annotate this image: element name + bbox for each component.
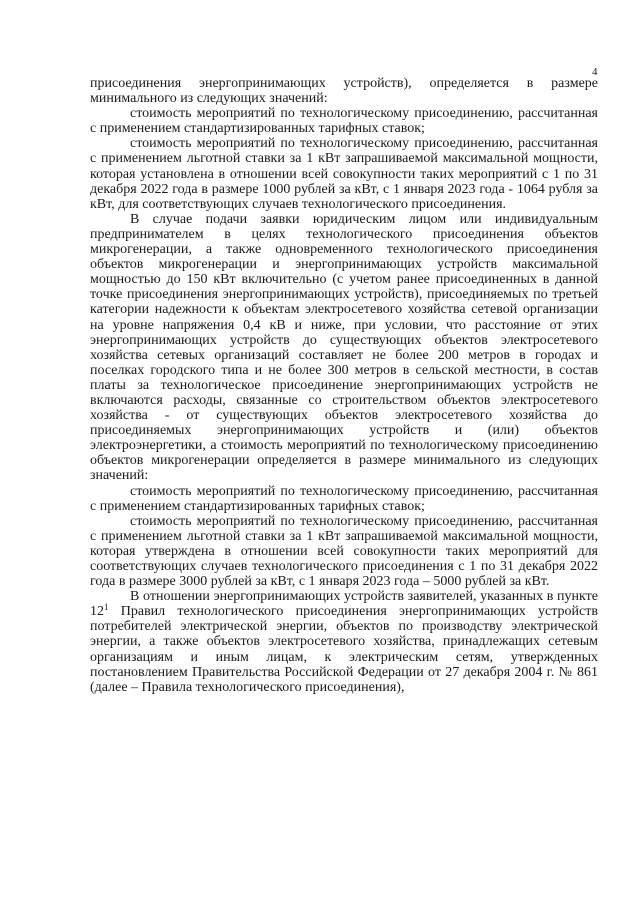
paragraph-rule-12-1-reference [90, 589, 598, 695]
paragraph-microgeneration-case: В случае подачи заявки юридическим лицом или индивидуальным предпринимателем в целях технологического присоединения объектов микрогенерации, а также одновременного технологического присоединения объектов микрогенерации и энергопринимающих устройств максимальной мощностью до 150 кВт включительно (с учетом ранее присоединенных в данной точке присоединения энергопринимающих устройств), присоединяемых по третьей категории надежности к объектам электросетевого хозяйства сетевой организации на уровне напряжения 0,4 кВ и ниже, при условии, что расстояние от этих энергопринимающих устройств до существующих объектов электросетевого хозяйства сетевых организаций составляет не более 200 метров в городах и поселках городского типа и не более 300 метров в сельской местности, в состав платы за технологическое присоединение энергопринимающих устройств не включаются расходы, связанные со строительством объектов электросетевого хозяйства - от существующих объектов электросетевого хозяйства до присоединяемых энергопринимающих устройств и (или) объектов электроэнергетики, а стоимость мероприятий по технологическому присоединению объектов микрогенерации определяется в размере минимального из следующих значений: [90, 211, 598, 484]
paragraph-microgeneration-preferential-rate: стоимость мероприятий по технологическому присоединению, рассчитанная с применением льготной ставки за 1 кВт запрашиваемой максимальной мощности, которая утверждена в отношении всей совокупности таких мероприятий для соответствующих случаев технологического присоединения с 1 по 31 декабря 2022 года в размере 3000 рублей за кВт, с 1 января 2023 года – 5000 рублей за кВт. [90, 513, 598, 590]
paragraph-standard-rate-option: стоимость мероприятий по технологическому присоединению, рассчитанная с применением стандартизированных тарифных ставок; [90, 106, 598, 137]
paragraph-text-end: Правил технологического присоединения энергопринимающих устройств потребителей электрической энергии, объектов по производству электрической энергии, а также объектов электросетевого хозяйства, принадлежащих сетевым организациям и иным лицам, к электрическим сетям, утвержденных постановлением Правительства Российской Федерации от 27 декабря 2004 г. № 861 (далее – Правила технологического присоединения), [90, 604, 598, 695]
page-number: 4 [592, 66, 598, 78]
superscript-index: 1 [104, 602, 109, 613]
paragraph-preferential-rate-option: стоимость мероприятий по технологическому присоединению, рассчитанная с применением льготной ставки за 1 кВт запрашиваемой максимальной мощности, которая установлена в отношении всей совокупности таких мероприятий с 1 по 31 декабря 2022 года в размере 1000 рублей за кВт, с 1 января 2023 года - 1064 рубля за кВт, для соответствующих случаев технологического присоединения. [90, 136, 598, 212]
paragraph-microgeneration-standard-rate: стоимость мероприятий по технологическому присоединению, рассчитанная с применением стандартизированных тарифных ставок; [90, 483, 598, 514]
paragraph-text-start: В отношении энергопринимающих устройств заявителей, указанных в пункте 12 [90, 589, 598, 620]
paragraph-continuation: присоединения энергопринимающих устройств), определяется в размере минимального из следующих значений: [90, 76, 598, 107]
document-body [90, 76, 598, 695]
